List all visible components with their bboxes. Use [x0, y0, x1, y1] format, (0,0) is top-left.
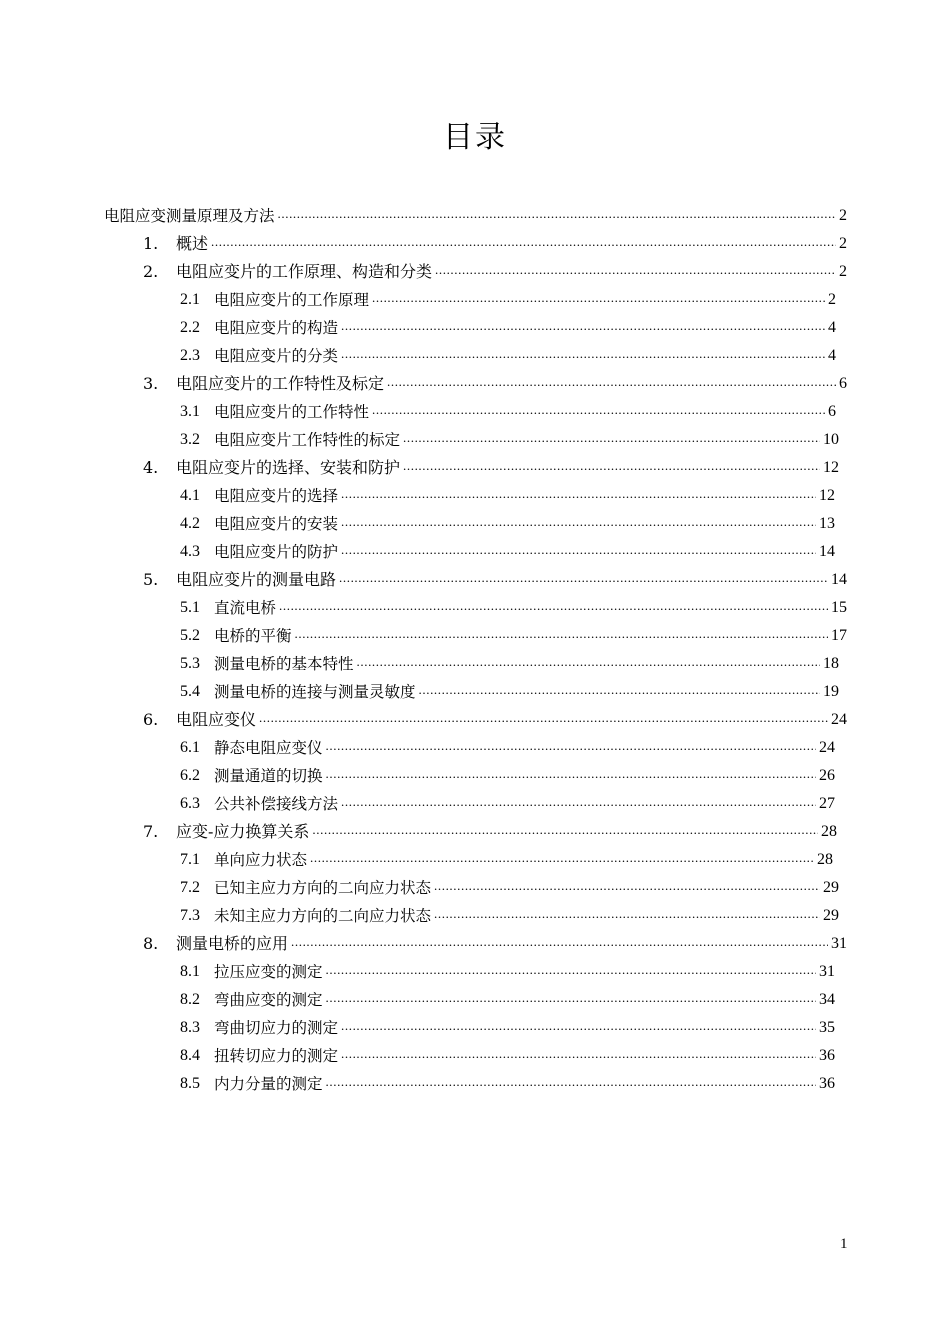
toc-entry-number: 5. — [143, 570, 159, 589]
toc-entry-4-2[interactable] — [180, 506, 835, 534]
toc-entry-6[interactable] — [143, 702, 847, 730]
toc-entry-page: 13 — [819, 515, 835, 532]
toc-entry-page: 31 — [819, 963, 835, 980]
toc-entry-number: 5.1 — [180, 599, 200, 616]
toc-entry-page: 27 — [819, 795, 835, 812]
toc-entry-6-3[interactable] — [180, 786, 835, 814]
toc-entry-number: 2.3 — [180, 347, 200, 364]
toc-leader-dots — [339, 570, 828, 590]
toc-entry-6-1[interactable] — [180, 730, 835, 758]
toc-entry-2-3[interactable] — [180, 338, 836, 366]
toc-entry-page: 34 — [819, 991, 835, 1008]
toc-entry-label: 内力分量的测定 — [214, 1075, 323, 1093]
toc-entry-number: 7.1 — [180, 851, 200, 868]
toc-entry-8[interactable] — [143, 926, 847, 954]
toc-entry-main[interactable] — [104, 198, 847, 226]
toc-entry-label: 电阻应变片的测量电路 — [176, 570, 337, 589]
toc-entry-number: 4.1 — [180, 487, 200, 504]
toc-entry-page: 28 — [821, 823, 837, 840]
toc-entry-3-2[interactable] — [180, 422, 839, 450]
toc-entry-6-2[interactable] — [180, 758, 835, 786]
toc-entry-page: 12 — [819, 487, 835, 504]
toc-entry-label: 拉压应变的测定 — [214, 963, 323, 981]
toc-entry-5-4[interactable] — [180, 674, 839, 702]
toc-leader-dots — [211, 234, 836, 254]
toc-entry-label: 测量电桥的连接与测量灵敏度 — [214, 683, 416, 701]
toc-leader-dots — [387, 374, 836, 394]
toc-leader-dots — [434, 878, 820, 898]
page-number: 1 — [840, 1236, 848, 1252]
toc-entry-page: 24 — [819, 739, 835, 756]
toc-entry-3[interactable] — [143, 366, 847, 394]
toc-entry-label: 电阻应变片的安装 — [214, 515, 339, 533]
toc-entry-page: 29 — [823, 907, 839, 924]
toc-entry-number: 8.2 — [180, 991, 200, 1008]
toc-entry-page: 36 — [819, 1047, 835, 1064]
toc-entry-label: 单向应力状态 — [214, 851, 308, 869]
toc-entry-8-2[interactable] — [180, 982, 835, 1010]
toc-leader-dots — [326, 990, 816, 1010]
toc-entry-label: 电桥的平衡 — [214, 627, 292, 645]
toc-entry-number: 8.3 — [180, 1019, 200, 1036]
toc-entry-label: 概述 — [176, 234, 209, 253]
toc-leader-dots — [326, 766, 816, 786]
toc-leader-dots — [310, 850, 814, 870]
toc-entry-number: 8.4 — [180, 1047, 200, 1064]
toc-entry-7-2[interactable] — [180, 870, 839, 898]
toc-entry-page: 24 — [831, 711, 847, 728]
toc-entry-label: 电阻应变片的分类 — [214, 347, 339, 365]
toc-entry-page: 18 — [823, 655, 839, 672]
toc-entry-page: 2 — [839, 207, 847, 224]
toc-entry-page: 12 — [823, 459, 839, 476]
toc-leader-dots — [434, 906, 820, 926]
toc-leader-dots — [291, 934, 828, 954]
toc-leader-dots — [312, 822, 818, 842]
toc-entry-page: 6 — [839, 375, 847, 392]
toc-leader-dots — [403, 430, 820, 450]
toc-entry-8-5[interactable] — [180, 1066, 835, 1094]
toc-entry-label: 测量电桥的应用 — [176, 934, 289, 953]
toc-entry-number: 6.2 — [180, 767, 200, 784]
toc-entry-page: 14 — [819, 543, 835, 560]
toc-leader-dots — [341, 318, 825, 338]
toc-entry-number: 6.1 — [180, 739, 200, 756]
toc-entry-label: 电阻应变片的防护 — [214, 543, 339, 561]
toc-entry-7[interactable] — [143, 814, 837, 842]
toc-entry-label: 弯曲应变的测定 — [214, 991, 323, 1009]
toc-entry-5[interactable] — [143, 562, 847, 590]
toc-leader-dots — [341, 486, 816, 506]
toc-entry-label: 已知主应力方向的二向应力状态 — [214, 879, 432, 897]
toc-entry-label: 电阻应变片的选择、安装和防护 — [176, 458, 401, 477]
toc-entry-page: 10 — [823, 431, 839, 448]
toc-entry-label: 应变-应力换算关系 — [176, 822, 310, 841]
toc-entry-label: 扭转切应力的测定 — [214, 1047, 339, 1065]
toc-entry-8-4[interactable] — [180, 1038, 835, 1066]
toc-entry-number: 2. — [143, 262, 159, 281]
toc-leader-dots — [326, 1074, 816, 1094]
toc-leader-dots — [419, 682, 820, 702]
toc-entry-page: 29 — [823, 879, 839, 896]
toc-entry-4-1[interactable] — [180, 478, 835, 506]
toc-entry-number: 5.3 — [180, 655, 200, 672]
toc-entry-label: 测量通道的切换 — [214, 767, 323, 785]
page-title: 目录 — [443, 120, 507, 155]
toc-entry-label: 静态电阻应变仪 — [214, 739, 323, 757]
toc-entry-page: 14 — [831, 571, 847, 588]
toc-entry-label: 电阻应变测量原理及方法 — [104, 207, 275, 225]
toc-entry-page: 36 — [819, 1075, 835, 1092]
toc-leader-dots — [295, 626, 828, 646]
toc-entry-page: 4 — [828, 319, 836, 336]
toc-entry-5-2[interactable] — [180, 618, 847, 646]
toc-entry-page: 28 — [817, 851, 833, 868]
toc-entry-label: 电阻应变片的选择 — [214, 487, 339, 505]
toc-entry-number: 7.2 — [180, 879, 200, 896]
toc-entry-page: 19 — [823, 683, 839, 700]
toc-entry-number: 8.5 — [180, 1075, 200, 1092]
toc-entry-4[interactable] — [143, 450, 839, 478]
toc-leader-dots — [372, 402, 825, 422]
toc-entry-number: 2.2 — [180, 319, 200, 336]
toc-entry-number: 7. — [143, 822, 159, 841]
toc-entry-3-1[interactable] — [180, 394, 836, 422]
toc-entry-number: 3. — [143, 374, 159, 393]
toc-entry-number: 8. — [143, 934, 159, 953]
toc-entry-label: 电阻应变片的工作特性 — [214, 403, 370, 421]
toc-leader-dots — [341, 514, 816, 534]
toc-entry-number: 2.1 — [180, 291, 200, 308]
toc-leader-dots — [435, 262, 836, 282]
toc-entry-number: 7.3 — [180, 907, 200, 924]
toc-entry-7-3[interactable] — [180, 898, 839, 926]
toc-entry-page: 6 — [828, 403, 836, 420]
toc-entry-4-3[interactable] — [180, 534, 835, 562]
toc-entry-page: 2 — [828, 291, 836, 308]
toc-leader-dots — [341, 1046, 816, 1066]
toc-leader-dots — [326, 738, 816, 758]
toc-leader-dots — [403, 458, 820, 478]
toc-leader-dots — [372, 290, 825, 310]
toc-entry-label: 电阻应变片的工作特性及标定 — [176, 374, 385, 393]
toc-entry-page: 2 — [839, 235, 847, 252]
toc-entry-page: 15 — [831, 599, 847, 616]
toc-entry-number: 4. — [143, 458, 159, 477]
toc-entry-page: 4 — [828, 347, 836, 364]
toc-entry-7-1[interactable] — [180, 842, 833, 870]
toc-entry-page: 35 — [819, 1019, 835, 1036]
toc-entry-page: 26 — [819, 767, 835, 784]
toc-entry-page: 2 — [839, 263, 847, 280]
toc-entry-2-2[interactable] — [180, 310, 836, 338]
toc-entry-label: 未知主应力方向的二向应力状态 — [214, 907, 432, 925]
toc-entry-number: 3.2 — [180, 431, 200, 448]
toc-leader-dots — [341, 794, 816, 814]
toc-entry-number: 5.2 — [180, 627, 200, 644]
toc-entry-5-3[interactable] — [180, 646, 839, 674]
toc-entry-page: 17 — [831, 627, 847, 644]
toc-entry-number: 4.3 — [180, 543, 200, 560]
toc-entry-8-1[interactable] — [180, 954, 835, 982]
toc-leader-dots — [357, 654, 820, 674]
toc-entry-number: 5.4 — [180, 683, 200, 700]
toc-leader-dots — [279, 598, 828, 618]
toc-entry-number: 3.1 — [180, 403, 200, 420]
toc-entry-label: 电阻应变片的工作原理、构造和分类 — [176, 262, 433, 281]
toc-entry-label: 测量电桥的基本特性 — [214, 655, 354, 673]
toc-entry-label: 弯曲切应力的测定 — [214, 1019, 339, 1037]
toc-entry-label: 电阻应变仪 — [176, 710, 257, 729]
toc-entry-number: 6.3 — [180, 795, 200, 812]
toc-entry-label: 电阻应变片的工作原理 — [214, 291, 370, 309]
toc-entry-8-3[interactable] — [180, 1010, 835, 1038]
toc-entry-number: 1. — [143, 234, 159, 253]
toc-entry-2[interactable] — [143, 254, 847, 282]
toc-entry-label: 直流电桥 — [214, 599, 277, 617]
toc-entry-number: 6. — [143, 710, 159, 729]
toc-leader-dots — [278, 206, 836, 226]
toc-entry-2-1[interactable] — [180, 282, 836, 310]
toc-entry-label: 电阻应变片的构造 — [214, 319, 339, 337]
toc-entry-number: 8.1 — [180, 963, 200, 980]
toc-leader-dots — [341, 542, 816, 562]
toc-leader-dots — [341, 346, 825, 366]
toc-entry-label: 电阻应变片工作特性的标定 — [214, 431, 401, 449]
toc-entry-1[interactable] — [143, 226, 847, 254]
toc-leader-dots — [259, 710, 828, 730]
toc-entry-5-1[interactable] — [180, 590, 847, 618]
toc-entry-label: 公共补偿接线方法 — [214, 795, 339, 813]
toc-entry-page: 31 — [831, 935, 847, 952]
toc-entry-number: 4.2 — [180, 515, 200, 532]
toc-leader-dots — [341, 1018, 816, 1038]
toc-leader-dots — [326, 962, 816, 982]
